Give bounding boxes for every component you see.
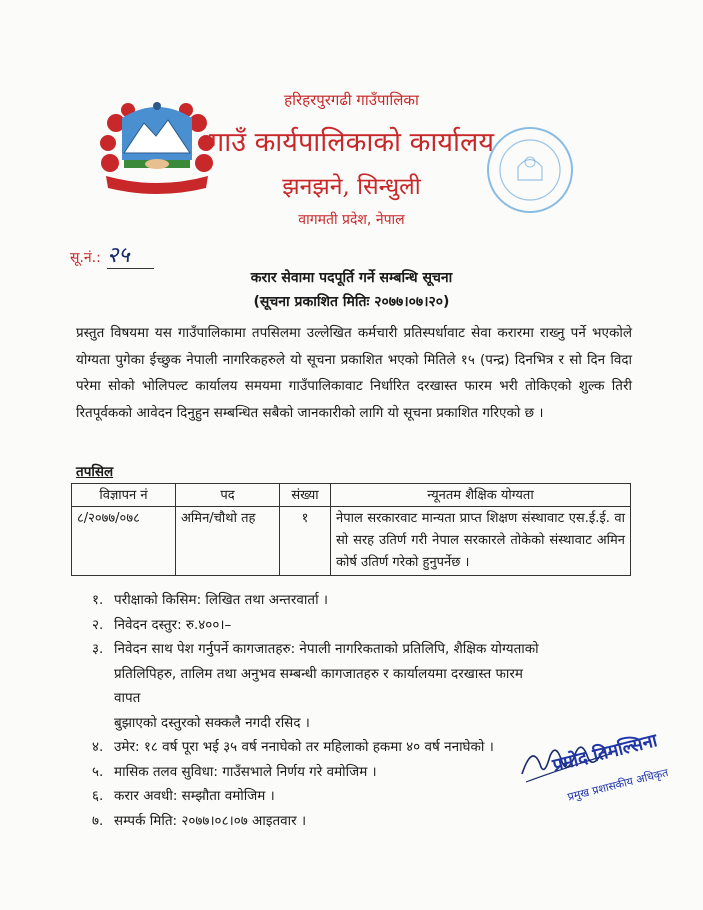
list-item: २. निवेदन दस्तुर: रु.४००।–: [92, 616, 232, 633]
list-item: १. परीक्षाको किसिम: लिखित तथा अन्तरवार्ता ।: [92, 592, 328, 608]
notice-subtitle: (सूचना प्रकाशित मितिः २०७७।०७।२०): [253, 294, 450, 310]
office-location: झनझने, सिन्धुली: [282, 174, 421, 200]
reference-label: सू.नं.:: [70, 250, 101, 266]
cell-post: अमिन/चौथो तह: [176, 507, 280, 576]
list-item: बुझाएको दस्तुरको सक्कलै नगदी रसिद ।: [114, 714, 310, 731]
list-item: ७. सम्पर्क मिति: २०७७।०८।०७ आइतवार ।: [92, 812, 307, 829]
notice-title: करार सेवामा पदपूर्ति गर्ने सम्बन्धि सूचना: [250, 270, 453, 286]
col-post: पद: [176, 484, 280, 507]
conditions-list: [92, 588, 552, 833]
vacancy-table: [71, 483, 631, 576]
reference-number: [70, 239, 154, 269]
list-item: ४. उमेर: १८ वर्ष पूरा भई ३५ वर्ष ननाघेको तर महिलाको हकमा ४० वर्ष ननाघेको ।: [92, 739, 494, 755]
cell-count: १: [280, 507, 331, 576]
reference-value: २५: [107, 243, 154, 269]
signatory-name: प्रमोद तिमल्सिना: [550, 730, 660, 777]
details-heading: तपसिल: [76, 464, 114, 480]
office-name: गाउँ कार्यपालिकाको कार्यालय: [209, 127, 494, 158]
col-count: संख्या: [280, 484, 331, 507]
list-item: ६. करार अवधी: सम्झौता वमोजिम ।: [92, 788, 275, 804]
notice-body: प्रस्तुत विषयमा यस गाउँपालिकामा तपसिलमा उल्लेखित कर्मचारी प्रतिस्पर्धावाट सेवा करारमा राख्नु पर्ने भएकोले योग्यता पुगेका ईच्छुक नेपाली नागरिकहरुले यो सूचना प्रकाशित भएको मितिले १५ (पन्द्र) दिनभित्र र सो दिन विदा परेमा सोको भोलिपल्ट कार्यालय समयमा गाउँपालिकावाट निर्धारित दरखास्त फारम भरी तोकिएको शुल्क तिरी रितपूर्वकको आवेदन दिनुहुन सम्बन्धित सबैको जानकारीको लागि यो सूचना प्रकाशित गरिएको छ ।: [76, 325, 632, 421]
list-item: ५. मासिक तलव सुविधा: गाउँसभाले निर्णय गरे वमोजिम ।: [92, 763, 377, 780]
office-stamp: [485, 122, 575, 218]
col-qualification: न्यूनतम शैक्षिक योग्यता: [331, 484, 631, 507]
cell-ad-no: ८/२०७७/०७८: [72, 507, 176, 576]
list-item: प्रतिलिपिहरु, तालिम तथा अनुभव सम्बन्धी कागजातहरु र कार्यालयमा दरखास्त फारम वापत: [114, 665, 523, 706]
table-header-row: [72, 484, 631, 507]
municipality-name: हरिहरपुरगढी गाउँपालिका: [284, 91, 419, 109]
col-ad-no: विज्ञापन नं: [72, 484, 176, 507]
province-country: वागमती प्रदेश, नेपाल: [298, 212, 405, 228]
table-row: [72, 507, 631, 576]
signatory-title: प्रमुख प्रशासकीय अधिकृत: [566, 765, 670, 804]
list-item: ३. निवेदन साथ पेश गर्नुपर्ने कागजातहरु: नेपाली नागरिकताको प्रतिलिपि, शैक्षिक योग्यताको: [92, 641, 539, 657]
cell-qualification: नेपाल सरकारवाट मान्यता प्राप्त शिक्षण संस्थावाट एस.ई.ई. वा सो सरह उतिर्ण गरी नेपाल सरकारले तोकेको संस्थावाट अमिन कोर्ष उतिर्ण गरेको हुनुपर्नेछ ।: [331, 507, 631, 576]
